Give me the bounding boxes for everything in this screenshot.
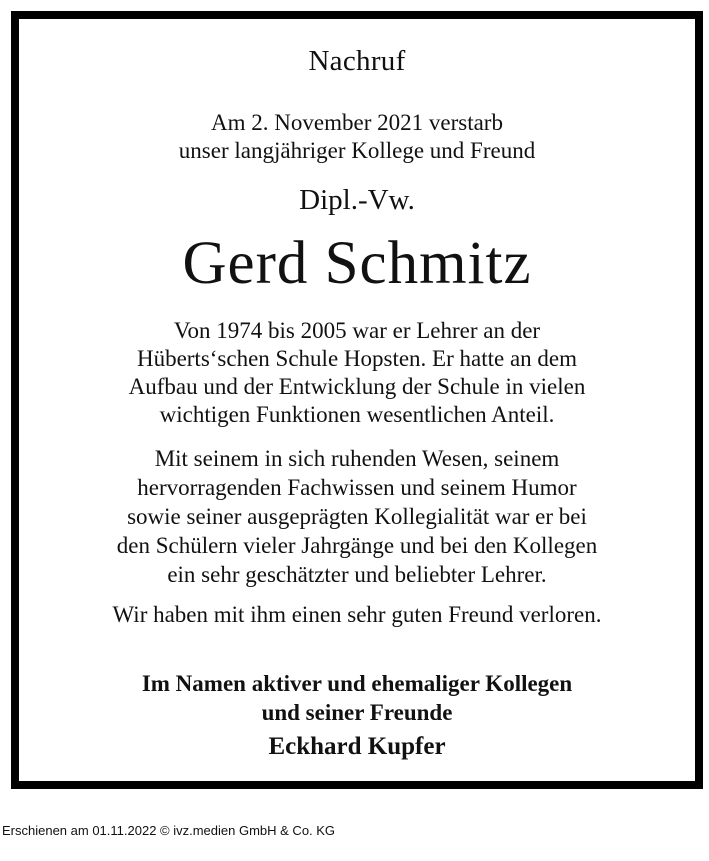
publication-footer: Erschienen am 01.11.2022 © ivz.medien GmbH & Co. KG (2, 823, 336, 838)
paragraph-line: Mit seinem in sich ruhenden Wesen, seinem (154, 446, 560, 471)
signature-line: Im Namen aktiver und ehemaliger Kollegen (141, 671, 573, 696)
obituary-frame (11, 11, 703, 789)
obituary-title: Nachruf (308, 45, 406, 77)
farewell-paragraph: Wir haben mit ihm einen sehr guten Freund verloren. (112, 602, 602, 627)
career-paragraph (19, 317, 695, 429)
paragraph-line: Von 1974 bis 2005 war er Lehrer an der (173, 318, 541, 343)
paragraph-line: hervorragenden Fachwissen und seinem Humor (137, 475, 577, 500)
signature-line: und seiner Freunde (261, 700, 453, 725)
signature-block (19, 669, 695, 727)
intro-text (19, 109, 695, 165)
paragraph-line: ein sehr geschätzter und beliebter Lehrer. (167, 562, 547, 587)
paragraph-line: Aufbau und der Entwicklung der Schule in vielen (128, 374, 586, 399)
character-paragraph (19, 444, 695, 589)
paragraph-line: Hüberts‘schen Schule Hopsten. Er hatte an dem (136, 346, 578, 371)
paragraph-line: den Schülern vieler Jahrgänge und bei den Kollegen (116, 533, 598, 558)
deceased-name: Gerd Schmitz (182, 230, 532, 297)
intro-line: Am 2. November 2021 verstarb (211, 110, 503, 135)
academic-degree: Dipl.-Vw. (299, 184, 415, 216)
signer-name: Eckhard Kupfer (268, 733, 446, 760)
paragraph-line: wichtigen Funktionen wesentlichen Anteil. (159, 402, 555, 427)
intro-line: unser langjähriger Kollege und Freund (178, 138, 536, 163)
paragraph-line: sowie seiner ausgeprägten Kollegialität war er bei (127, 504, 587, 529)
